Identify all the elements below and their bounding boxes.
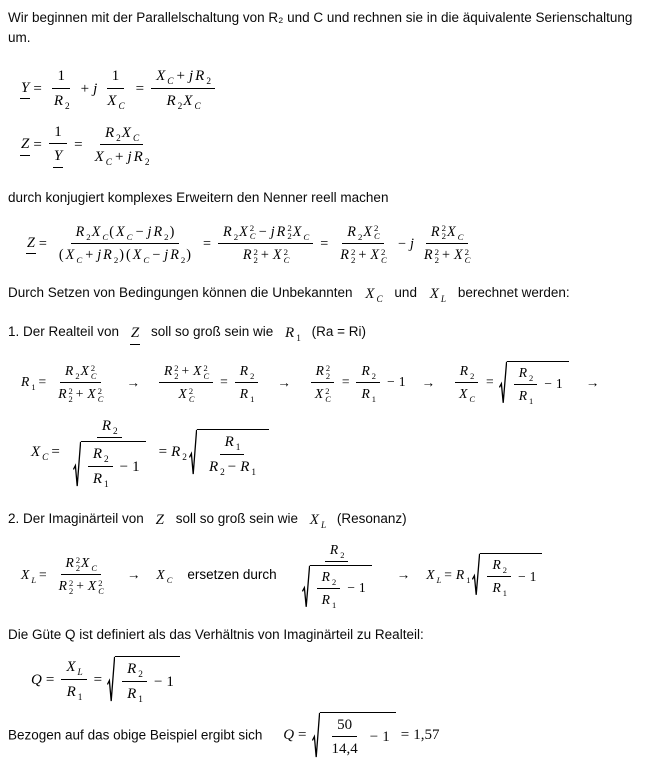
formula-impedance [20,123,654,169]
implies-arrow: → [126,567,141,583]
equation-impedance: Z = $\frac{1}{Y}$ = R 2 X C X C + j R 2 [21,123,150,169]
formula-xc-result [30,417,654,489]
intro-text: Wir beginnen mit der Parallelschaltung von R₂ und C und rechnen sie in die äquivalente Serienschaltung um. [8,10,633,45]
conditions-and: und [394,285,417,301]
example-line [8,712,654,760]
xl-inline-math: X L [429,286,447,306]
formula-quality [30,656,654,704]
implies-arrow: → [421,374,436,390]
section1-pre: 1. Der Realteil von [8,323,120,339]
r1-inline-math: R 1 [285,324,301,345]
equation-xl-result: X L = R 1 $\frac{R 2}{R 1}$ − 1 [425,553,544,597]
equation-quality: Q = $\frac{\text{X L}}{R 1}$ = $\frac{R 2}{R 1}$ − 1 [30,656,182,704]
ersetzen-text: ersetzen durch [187,567,277,583]
xc-inline-math: X C [156,566,173,585]
section2-pre: 2. Der Imaginärteil von [8,510,144,526]
equation-impedance-expanded: Z = R 2 X C ( X C − j R 2 ) ( X C + j R 2 ) ( X C − j R 2 ) = R 2 X 2 C − j R 2 2 X C R 2 2 + X 2 C = R 2 X 2 C R 2 2 + X 2 C − j R 2 2 X C R 2 2 + X 2 C [27,223,471,266]
equation-xl: X L = R 2 2 X C R 2 2 + X 2 C [21,555,104,596]
conditions-pre: Durch Setzen von Bedingungen können die Unbekannten [8,285,353,301]
implies-arrow: → [277,374,291,390]
equation-step4: $\frac{R 2}{\text{X C}}$ = $\frac{R 2}{R 1}$ − 1 [450,361,571,405]
formula-chain-imaginaerteil [20,542,654,609]
quality-definition-text: Die Güte Q ist definiert als das Verhältnis von Imaginärteil zu Realteil: [8,626,424,642]
equation-step2: R 2 2 + X 2 C X 2 C = $\frac{R 2}{R 1}$ [155,363,262,403]
section2-post: (Resonanz) [336,510,407,526]
conjugate-note-text: durch konjugiert komplexes Erweitern den Nenner reell machen [8,190,389,206]
z-underlined-inline-math: Z [130,324,140,345]
section2-heading [8,509,654,530]
section1-post: (Ra = Ri) [311,323,366,339]
xl-inline-math: X L [309,511,327,532]
equation-step3: R 2 2 X 2 C = $\frac{R 2}{R 1}$ − 1 [306,363,407,403]
example-pre-text: Bezogen auf das obige Beispiel ergibt sich [8,726,263,742]
section1-heading [8,322,654,345]
conditions-text [8,283,654,304]
equation-substitute: R 2 $\frac{R 2}{R 1}$ − 1 [292,542,382,609]
equation-r1: R 1 = R 2 X 2 C R 2 2 + X 2 C [21,362,104,404]
formula-chain-realteil [20,361,654,405]
formula-admittance [20,67,654,111]
z-inline-math: Z [155,511,164,528]
conditions-post: berechnet werden: [457,285,570,301]
implies-arrow: → [126,374,140,390]
section1-mid: soll so groß sein wie [150,323,274,339]
xc-inline-math: X C [365,286,383,306]
implies-arrow: → [396,567,411,583]
equation-admittance: Y = $\frac{1}{R 2}$ + j $\frac{1}{\text{X C}}$ = X C + j R 2 R 2 X C [20,67,219,111]
section2-mid: soll so groß sein wie [175,510,298,526]
implies-arrow: → [585,374,600,390]
equation-xc-result: X C = R 2 $\frac{R 2}{R 1}$ − 1 = R 2 R 1 R 2 − R 1 [30,417,271,489]
equation-example: Q = $\frac{50}{14,4}$ − 1 = 1,57 [282,712,440,760]
formula-impedance-expanded [26,224,654,266]
